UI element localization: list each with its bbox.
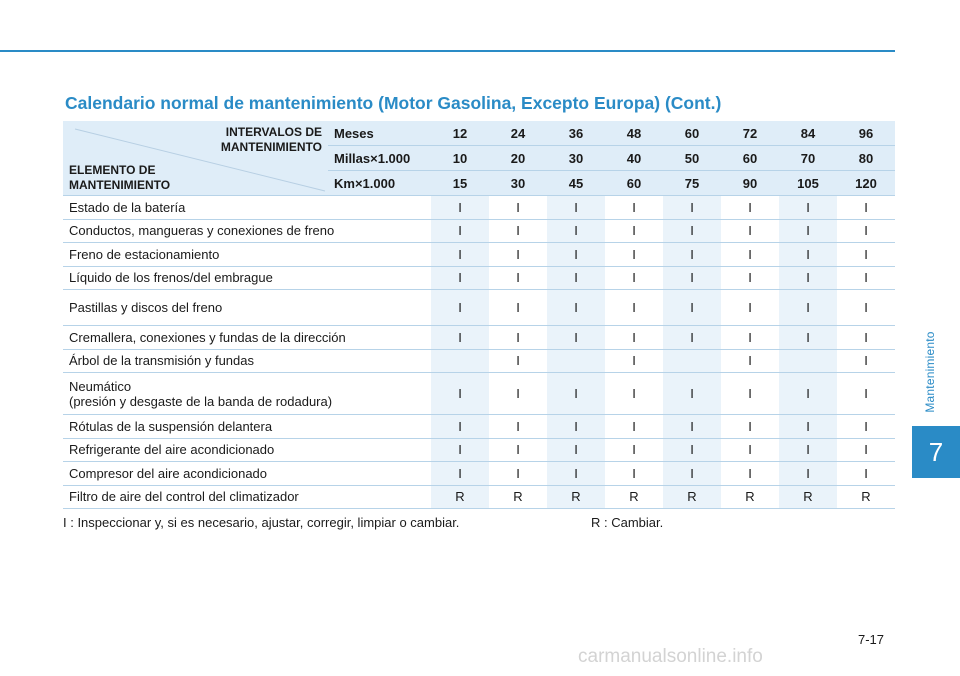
maintenance-item-text: Freno de estacionamiento — [69, 246, 220, 262]
interval-value-cell: 10 — [431, 146, 489, 171]
schedule-value-cell: I — [779, 415, 837, 439]
schedule-value-cell: I — [431, 373, 489, 415]
interval-value-cell: 96 — [837, 121, 895, 146]
schedule-value-cell: I — [547, 266, 605, 290]
schedule-value-cell — [431, 349, 489, 373]
corner-label-line: INTERVALOS DE — [225, 125, 322, 139]
legend-inspect: I : Inspeccionar y, si es necesario, ajustar, corregir, limpiar o cambiar. — [63, 515, 460, 530]
schedule-value-cell: I — [489, 462, 547, 486]
schedule-value-cell — [547, 349, 605, 373]
table-row — [63, 373, 895, 415]
schedule-value-cell: R — [663, 485, 721, 509]
schedule-value-cell: I — [721, 196, 779, 220]
interval-value-cell: 120 — [837, 171, 895, 196]
schedule-value-cell: I — [837, 462, 895, 486]
maintenance-item-cell — [63, 290, 431, 326]
schedule-value-cell: I — [721, 373, 779, 415]
maintenance-item-cell — [63, 373, 431, 415]
schedule-value-cell: I — [837, 266, 895, 290]
schedule-value-cell: I — [489, 266, 547, 290]
schedule-value-cell — [663, 349, 721, 373]
interval-value-cell: 30 — [489, 171, 547, 196]
schedule-value-cell: R — [547, 485, 605, 509]
schedule-value-cell: I — [547, 196, 605, 220]
chapter-number-tab: 7 — [912, 426, 960, 478]
schedule-value-cell: I — [431, 415, 489, 439]
schedule-value-cell: I — [779, 462, 837, 486]
schedule-value-cell: I — [489, 349, 547, 373]
schedule-value-cell: I — [663, 326, 721, 350]
interval-header-row — [63, 121, 895, 146]
corner-label-line: MANTENIMIENTO — [220, 140, 322, 154]
schedule-value-cell: I — [489, 196, 547, 220]
schedule-value-cell: R — [721, 485, 779, 509]
schedule-value-cell: I — [605, 196, 663, 220]
schedule-value-cell: R — [431, 485, 489, 509]
interval-value-cell: 20 — [489, 146, 547, 171]
schedule-value-cell: I — [489, 243, 547, 267]
maintenance-item-cell — [63, 462, 431, 486]
maintenance-item-text: Refrigerante del aire acondicionado — [69, 442, 275, 458]
schedule-value-cell: I — [779, 243, 837, 267]
corner-label-line: ELEMENTO DE — [69, 163, 156, 177]
maintenance-item-text: Filtro de aire del control del climatizador — [69, 489, 299, 505]
maintenance-item-text: Estado de la batería — [69, 199, 186, 215]
schedule-value-cell: I — [489, 326, 547, 350]
table-row — [63, 415, 895, 439]
interval-value-cell: 50 — [663, 146, 721, 171]
schedule-value-cell: I — [431, 196, 489, 220]
schedule-value-cell: I — [605, 290, 663, 326]
schedule-value-cell: I — [663, 219, 721, 243]
maintenance-item-text: Líquido de los frenos/del embrague — [69, 270, 273, 286]
schedule-value-cell: I — [605, 219, 663, 243]
interval-value-cell: 84 — [779, 121, 837, 146]
schedule-value-cell: I — [837, 243, 895, 267]
chapter-side-label: Mantenimiento — [923, 331, 937, 413]
schedule-value-cell: I — [605, 438, 663, 462]
schedule-value-cell: I — [489, 290, 547, 326]
schedule-value-cell: I — [663, 290, 721, 326]
interval-value-cell: 75 — [663, 171, 721, 196]
schedule-value-cell: I — [663, 438, 721, 462]
schedule-value-cell: I — [779, 373, 837, 415]
schedule-value-cell: I — [605, 462, 663, 486]
table-row — [63, 349, 895, 373]
table-row — [63, 485, 895, 509]
schedule-value-cell: I — [431, 462, 489, 486]
schedule-value-cell: I — [431, 326, 489, 350]
interval-value-cell: 36 — [547, 121, 605, 146]
schedule-value-cell: I — [547, 438, 605, 462]
schedule-value-cell: I — [837, 415, 895, 439]
schedule-value-cell: I — [779, 219, 837, 243]
schedule-value-cell: I — [605, 243, 663, 267]
schedule-value-cell: I — [547, 415, 605, 439]
schedule-value-cell: I — [721, 266, 779, 290]
schedule-value-cell: I — [837, 373, 895, 415]
schedule-value-cell: I — [779, 196, 837, 220]
maintenance-item-text: (presión y desgaste de la banda de rodadura) — [69, 393, 333, 409]
schedule-value-cell: I — [547, 462, 605, 486]
watermark: carmanualsonline.info — [578, 646, 763, 667]
table-row — [63, 266, 895, 290]
schedule-value-cell: I — [721, 243, 779, 267]
schedule-value-cell: R — [779, 485, 837, 509]
maintenance-item-cell — [63, 349, 431, 373]
interval-value-cell: 80 — [837, 146, 895, 171]
schedule-value-cell: I — [489, 415, 547, 439]
interval-value-cell: 90 — [721, 171, 779, 196]
interval-value-cell: 30 — [547, 146, 605, 171]
maintenance-item-cell — [63, 485, 431, 509]
maintenance-item-cell — [63, 438, 431, 462]
maintenance-item-cell — [63, 266, 431, 290]
table-row — [63, 326, 895, 350]
corner-label-intervals — [221, 125, 322, 155]
maintenance-item-text: Neumático — [69, 378, 132, 394]
table-row — [63, 196, 895, 220]
schedule-value-cell: I — [663, 266, 721, 290]
interval-value-cell: 48 — [605, 121, 663, 146]
interval-value-cell: 12 — [431, 121, 489, 146]
maintenance-item-cell — [63, 219, 431, 243]
schedule-value-cell: I — [721, 349, 779, 373]
schedule-value-cell: R — [605, 485, 663, 509]
schedule-value-cell: I — [721, 438, 779, 462]
schedule-value-cell: I — [547, 326, 605, 350]
schedule-value-cell: I — [779, 326, 837, 350]
interval-unit-label: Millas×1.000 — [328, 146, 431, 171]
page-number: 7-17 — [858, 632, 885, 647]
schedule-value-cell: I — [431, 266, 489, 290]
schedule-value-cell: R — [837, 485, 895, 509]
table-row — [63, 290, 895, 326]
schedule-value-cell: I — [663, 196, 721, 220]
interval-value-cell: 70 — [779, 146, 837, 171]
schedule-value-cell: I — [663, 373, 721, 415]
table-row — [63, 438, 895, 462]
schedule-value-cell: I — [431, 243, 489, 267]
schedule-value-cell: I — [605, 373, 663, 415]
table-row — [63, 243, 895, 267]
schedule-value-cell: I — [489, 219, 547, 243]
maintenance-item-cell — [63, 243, 431, 267]
schedule-value-cell: I — [837, 438, 895, 462]
interval-value-cell: 15 — [431, 171, 489, 196]
schedule-value-cell: I — [837, 219, 895, 243]
schedule-value-cell: I — [431, 438, 489, 462]
page-title: Calendario normal de mantenimiento (Motor Gasolina, Excepto Europa) (Cont.) — [65, 93, 722, 113]
corner-label-line: MANTENIMIENTO — [69, 178, 171, 192]
interval-value-cell: 60 — [721, 146, 779, 171]
schedule-value-cell: I — [663, 462, 721, 486]
maintenance-item-cell — [63, 326, 431, 350]
maintenance-item-cell — [63, 196, 431, 220]
interval-value-cell: 60 — [605, 171, 663, 196]
maintenance-item-text: Compresor del aire acondicionado — [69, 465, 268, 481]
schedule-value-cell: I — [489, 438, 547, 462]
schedule-value-cell: I — [779, 438, 837, 462]
schedule-value-cell: I — [721, 326, 779, 350]
schedule-value-cell: I — [605, 415, 663, 439]
schedule-value-cell: I — [837, 196, 895, 220]
schedule-value-cell: I — [837, 326, 895, 350]
schedule-value-cell: I — [547, 373, 605, 415]
schedule-value-cell: I — [431, 219, 489, 243]
schedule-value-cell: I — [547, 290, 605, 326]
maintenance-item-text: Cremallera, conexiones y fundas de la dirección — [69, 329, 346, 345]
schedule-value-cell: I — [837, 349, 895, 373]
schedule-value-cell: I — [605, 349, 663, 373]
schedule-value-cell: R — [489, 485, 547, 509]
schedule-value-cell: I — [721, 415, 779, 439]
header-corner-cell — [63, 121, 328, 196]
interval-value-cell: 60 — [663, 121, 721, 146]
schedule-value-cell: I — [721, 290, 779, 326]
interval-unit-label: Meses — [328, 121, 431, 146]
maintenance-item-text: Pastillas y discos del freno — [69, 300, 223, 315]
interval-value-cell: 72 — [721, 121, 779, 146]
schedule-value-cell: I — [489, 373, 547, 415]
schedule-value-cell: I — [605, 266, 663, 290]
legend-replace: R : Cambiar. — [591, 515, 664, 530]
maintenance-item-cell — [63, 415, 431, 439]
table-row — [63, 219, 895, 243]
schedule-value-cell: I — [779, 290, 837, 326]
schedule-value-cell: I — [779, 266, 837, 290]
maintenance-item-text: Rótulas de la suspensión delantera — [69, 418, 273, 434]
schedule-value-cell: I — [605, 326, 663, 350]
interval-value-cell: 24 — [489, 121, 547, 146]
interval-value-cell: 40 — [605, 146, 663, 171]
maintenance-schedule-table — [63, 121, 895, 509]
maintenance-item-text: Conductos, mangueras y conexiones de freno — [69, 223, 335, 239]
schedule-value-cell: I — [547, 243, 605, 267]
schedule-value-cell: I — [547, 219, 605, 243]
corner-label-items — [69, 163, 170, 193]
interval-value-cell: 45 — [547, 171, 605, 196]
schedule-value-cell: I — [721, 462, 779, 486]
schedule-value-cell: I — [663, 415, 721, 439]
schedule-value-cell: I — [663, 243, 721, 267]
maintenance-item-text: Árbol de la transmisión y fundas — [69, 353, 254, 369]
table-row — [63, 462, 895, 486]
schedule-value-cell: I — [431, 290, 489, 326]
schedule-value-cell: I — [721, 219, 779, 243]
top-rule — [0, 50, 895, 52]
interval-unit-label: Km×1.000 — [328, 171, 431, 196]
interval-value-cell: 105 — [779, 171, 837, 196]
schedule-value-cell: I — [837, 290, 895, 326]
schedule-value-cell — [779, 349, 837, 373]
